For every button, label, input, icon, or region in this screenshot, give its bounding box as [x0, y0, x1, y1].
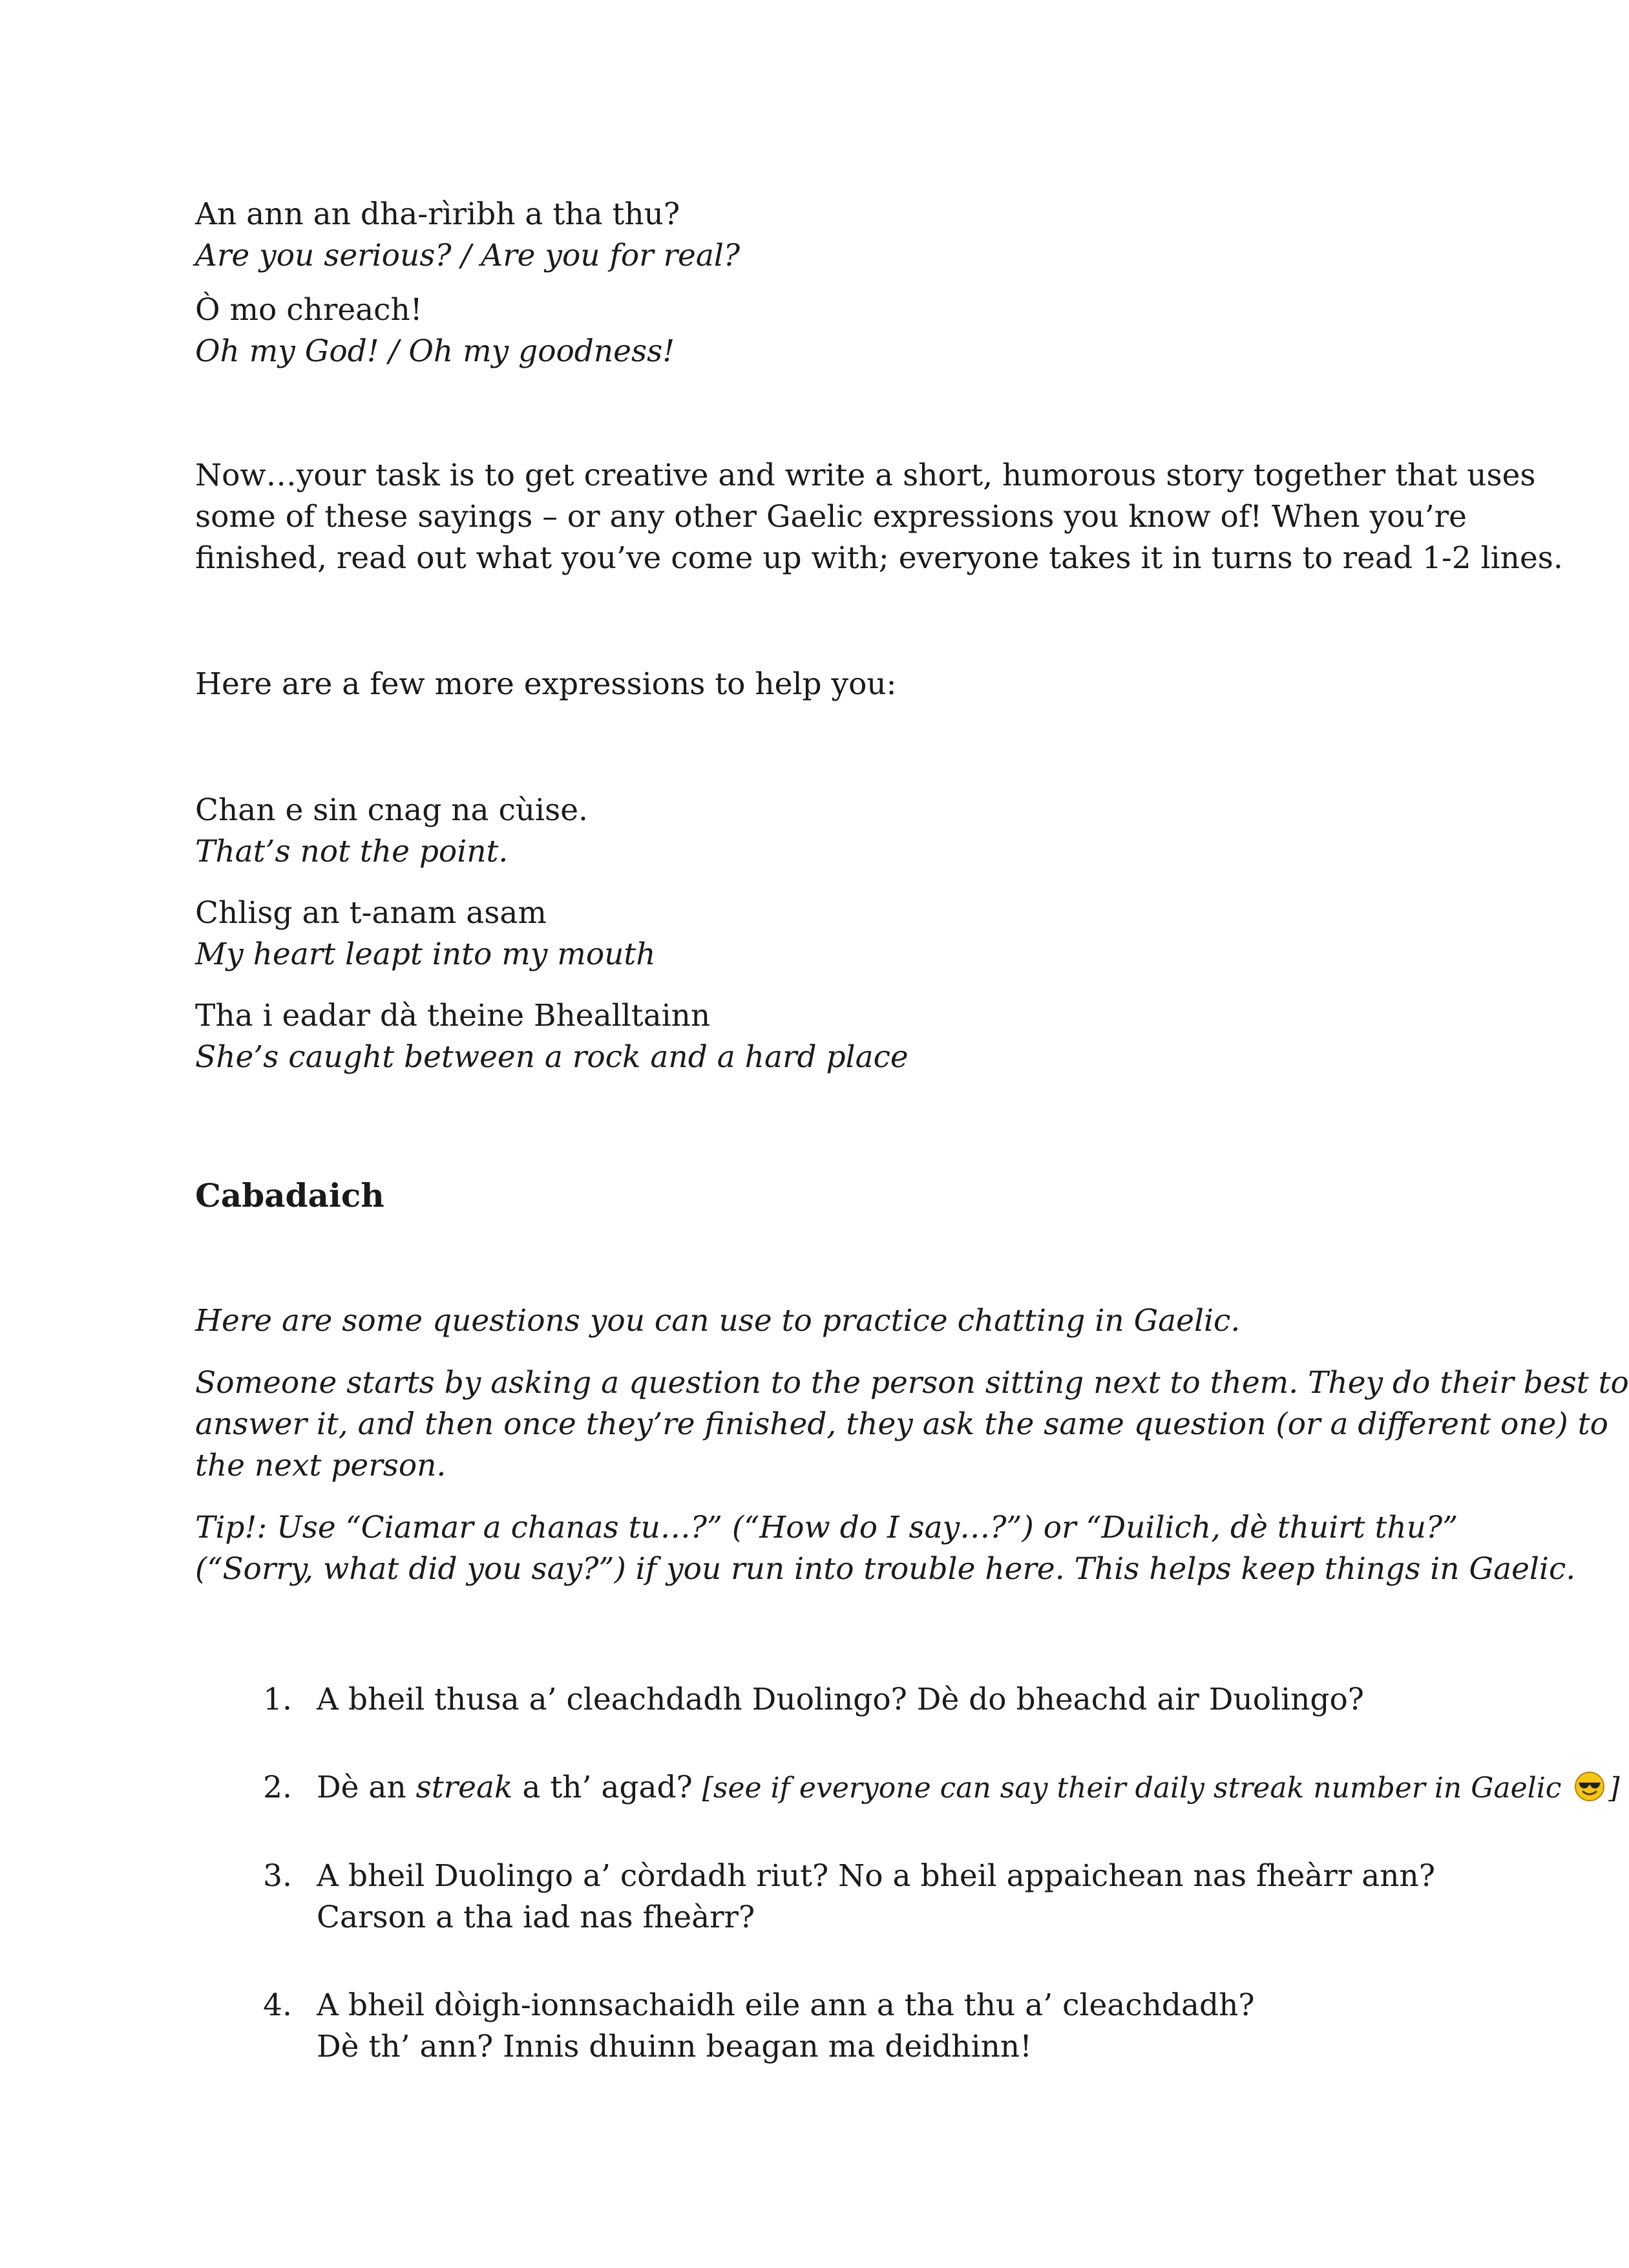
instructions-line: Someone starts by asking a question to the person sitting next to them. They do their best to — [195, 1365, 1629, 1401]
instructions-line: the next person. — [195, 1448, 447, 1483]
english-translation: She’s caught between a rock and a hard place — [195, 1039, 909, 1075]
question-text-start: Dè an — [317, 1770, 416, 1805]
gaelic-expression: Tha i eadar dà theine Bhealltainn — [195, 998, 711, 1033]
expression-block — [195, 790, 1423, 873]
tip-line: Tip!: Use “Ciamar a chanas tu…?” (“How do I say…?”) or “Duilich, dè thuirt thu?” — [195, 1510, 1458, 1545]
english-translation: Oh my God! / Oh my goodness! — [195, 334, 675, 369]
gaelic-expression: Chan e sin cnag na cùise. — [195, 792, 588, 828]
task-paragraph — [195, 455, 1563, 579]
task-line: finished, read out what you’ve come up with; everyone takes it in turns to read 1-2 lines. — [195, 540, 1563, 576]
streak-note-end: ] — [1608, 1772, 1620, 1805]
question-line: Carson a tha iad nas fheàrr? — [317, 1900, 755, 1935]
english-translation: Are you serious? / Are you for real? — [195, 238, 741, 273]
tip-line: (“Sorry, what did you say?”) if you run into trouble here. This helps keep things in Gaelic. — [195, 1551, 1576, 1587]
tip-paragraph — [195, 1507, 1576, 1590]
question-line: Dè th’ ann? Innis dhuinn beagan ma deidhinn! — [317, 2029, 1033, 2064]
list-number: 1. — [263, 1682, 292, 1717]
english-translation: That’s not the point. — [195, 834, 509, 869]
section-intro: Here are some questions you can use to practice chatting in Gaelic. — [195, 1303, 1241, 1339]
question-line: A bheil Duolingo a’ còrdadh riut? No a bheil appaichean nas fheàrr ann? — [317, 1858, 1436, 1894]
expression-block — [195, 194, 1423, 277]
questions-list — [195, 1679, 1620, 2068]
question-line: A bheil dòigh-ionnsachaidh eile ann a tha thu a’ cleachdadh? — [317, 1987, 1255, 2023]
more-expressions-intro: Here are a few more expressions to help you: — [195, 666, 897, 702]
gaelic-expression: Ò mo chreach! — [195, 292, 423, 328]
list-number: 2. — [263, 1770, 292, 1805]
instructions-line: answer it, and then once they’re finished, they ask the same question (or a different one) to — [195, 1406, 1608, 1442]
sunglasses-face-icon — [1573, 1770, 1606, 1803]
gaelic-expression: An ann an dha-rìribh a tha thu? — [195, 196, 680, 232]
task-line: some of these sayings – or any other Gaelic expressions you know of! When you’re — [195, 499, 1467, 535]
expression-block — [195, 995, 1423, 1078]
streak-word: streak — [415, 1770, 513, 1805]
question-line — [292, 1767, 1620, 1809]
section-heading: Cabadaich — [195, 1176, 384, 1214]
list-item — [195, 1985, 1423, 2068]
gaelic-expression: Chlisg an t-anam asam — [195, 895, 547, 931]
question-line: A bheil thusa a’ cleachdadh Duolingo? Dè do bheachd air Duolingo? — [317, 1682, 1364, 1717]
instructions-paragraph — [195, 1362, 1629, 1487]
question-text-mid: a th’ agad? — [512, 1770, 702, 1805]
list-number: 3. — [263, 1858, 292, 1894]
document-page — [195, 194, 1629, 2068]
streak-note: [see if everyone can say their daily streak number in Gaelic — [702, 1772, 1562, 1805]
list-item — [195, 1767, 1620, 1809]
list-item — [195, 1679, 1423, 1721]
task-line: Now…your task is to get creative and write a short, humorous story together that uses — [195, 458, 1536, 493]
english-translation: My heart leapt into my mouth — [195, 937, 656, 972]
list-number: 4. — [263, 1987, 292, 2023]
list-item — [195, 1856, 1436, 1938]
expression-block — [195, 893, 1423, 975]
expression-block — [195, 290, 1423, 372]
